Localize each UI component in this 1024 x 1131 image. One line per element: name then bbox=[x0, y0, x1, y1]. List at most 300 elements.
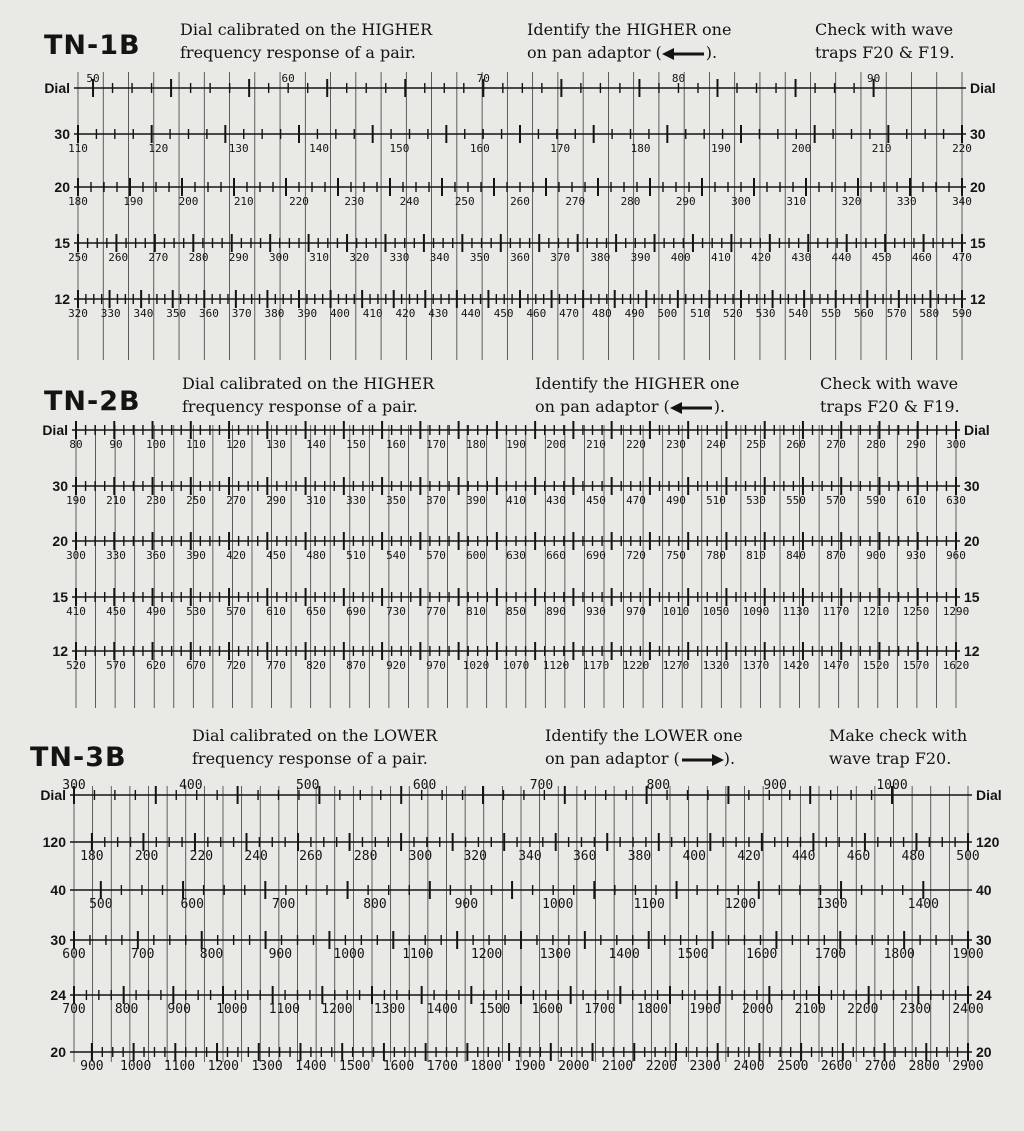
scale-value-label: 510 bbox=[690, 307, 711, 320]
scale-value-label: 900 bbox=[268, 947, 293, 962]
scale-value-label: 450 bbox=[106, 605, 126, 618]
scale-value-label: 320 bbox=[463, 849, 487, 864]
scale-value-label: 500 bbox=[956, 849, 980, 864]
caption-line: Dial calibrated on the LOWER bbox=[192, 726, 438, 745]
scale-value-label: 610 bbox=[266, 605, 286, 618]
scale-value-label: 390 bbox=[466, 494, 486, 507]
scale-tn-1b bbox=[44, 72, 995, 360]
scale-value-label: 90 bbox=[866, 72, 881, 85]
scale-value-label: 2100 bbox=[794, 1002, 826, 1017]
scale-value-label: 1300 bbox=[373, 1002, 406, 1017]
scale-value-label: 590 bbox=[866, 494, 886, 507]
scale-value-label: 1200 bbox=[724, 897, 757, 912]
scale-value-label: 450 bbox=[493, 307, 514, 320]
scale-value-label: 2700 bbox=[864, 1059, 897, 1074]
scale-value-label: 1200 bbox=[321, 1002, 353, 1017]
scale-value-label: 320 bbox=[68, 307, 88, 320]
scale-value-label: 300 bbox=[731, 195, 751, 208]
scale-value-label: 900 bbox=[80, 1059, 104, 1074]
scale-value-label: 150 bbox=[346, 438, 366, 451]
scale-value-label: 1600 bbox=[746, 947, 778, 962]
scale-value-label: 1800 bbox=[470, 1059, 502, 1074]
caption-line: frequency response of a pair. bbox=[180, 43, 416, 62]
scale-value-label: 110 bbox=[68, 142, 88, 155]
scale-value-label: 390 bbox=[630, 251, 651, 264]
scale-value-label: 370 bbox=[550, 251, 571, 264]
scale-value-label: 240 bbox=[244, 849, 268, 864]
scale-value-label: 700 bbox=[529, 778, 554, 793]
scale-value-label: 900 bbox=[454, 897, 479, 912]
caption-text: ). bbox=[705, 43, 718, 62]
scale-value-label: 570 bbox=[106, 659, 126, 672]
row-label-right: 20 bbox=[970, 179, 986, 195]
scale-value-label: 230 bbox=[344, 195, 365, 208]
scale-value-label: 1100 bbox=[268, 1002, 301, 1017]
scale-value-label: 420 bbox=[395, 307, 416, 320]
scale-value-label: 290 bbox=[266, 494, 286, 507]
chart-title-tn2b: TN-2B bbox=[44, 386, 141, 417]
scale-value-label: 190 bbox=[123, 195, 144, 208]
scale-value-label: 2600 bbox=[820, 1059, 853, 1074]
scale-value-label: 450 bbox=[266, 549, 286, 562]
row-label-right: 120 bbox=[976, 834, 1000, 850]
scale-value-label: 650 bbox=[306, 605, 326, 618]
scale-value-label: 2400 bbox=[952, 1002, 984, 1017]
scale-value-label: 1500 bbox=[677, 947, 709, 962]
scale-value-label: 310 bbox=[309, 251, 330, 264]
scale-value-label: 870 bbox=[346, 659, 366, 672]
scale-value-label: 1600 bbox=[382, 1059, 415, 1074]
scale-value-label: 700 bbox=[131, 947, 155, 962]
caption-line: frequency response of a pair. bbox=[182, 397, 418, 416]
scale-value-label: 300 bbox=[268, 251, 289, 264]
scale-value-label: 970 bbox=[426, 659, 446, 672]
scale-value-label: 480 bbox=[306, 549, 326, 562]
row-label-right: 30 bbox=[964, 478, 980, 494]
caption-text: ). bbox=[713, 397, 726, 416]
scale-value-label: 470 bbox=[559, 307, 580, 320]
scale-value-label: 340 bbox=[429, 251, 450, 264]
scale-value-label: 550 bbox=[786, 494, 806, 507]
scale-value-label: 430 bbox=[791, 251, 812, 264]
scale-value-label: 920 bbox=[386, 659, 406, 672]
scale-value-label: 400 bbox=[329, 307, 350, 320]
row-label-left: 20 bbox=[54, 179, 70, 195]
scale-value-label: 1400 bbox=[608, 947, 640, 962]
scale-value-label: 210 bbox=[233, 195, 254, 208]
scale-value-label: 1120 bbox=[542, 659, 570, 672]
caption-line: Dial calibrated on the HIGHER bbox=[182, 374, 435, 393]
scale-value-label: 580 bbox=[919, 307, 940, 320]
scale-value-label: 1300 bbox=[816, 897, 848, 912]
scale-value-label: 1800 bbox=[636, 1002, 669, 1017]
scale-value-label: 460 bbox=[846, 849, 871, 864]
scale-value-label: 470 bbox=[952, 251, 972, 264]
scale-value-label: 60 bbox=[281, 72, 295, 85]
scale-value-label: 1900 bbox=[952, 947, 984, 962]
scale-value-label: 380 bbox=[590, 251, 611, 264]
row-label-left: 40 bbox=[50, 882, 66, 898]
scale-value-label: 510 bbox=[706, 494, 726, 507]
scale-value-label: 570 bbox=[826, 494, 846, 507]
scale-value-label: 210 bbox=[586, 438, 606, 451]
scale-value-label: 250 bbox=[746, 438, 766, 451]
scale-value-label: 900 bbox=[167, 1002, 191, 1017]
scale-value-label: 190 bbox=[66, 494, 86, 507]
scale-value-label: 300 bbox=[946, 438, 966, 451]
chart-title-tn1b: TN-1B bbox=[44, 30, 141, 61]
scale-value-label: 840 bbox=[786, 549, 806, 562]
scale-value-label: 220 bbox=[289, 195, 309, 208]
scale-value-label: 1320 bbox=[702, 659, 730, 672]
scale-value-label: 120 bbox=[226, 438, 246, 451]
scale-value-label: 480 bbox=[591, 307, 612, 320]
row-label-left: 24 bbox=[50, 987, 66, 1003]
row-label-right: 15 bbox=[970, 235, 986, 251]
caption-line: Make check with bbox=[829, 726, 968, 745]
scale-value-label: 530 bbox=[186, 605, 206, 618]
scale-value-label: 700 bbox=[62, 1002, 86, 1017]
scale-value-label: 100 bbox=[146, 438, 166, 451]
scale-value-label: 310 bbox=[306, 494, 326, 507]
scale-value-label: 1400 bbox=[426, 1002, 458, 1017]
scale-value-label: 280 bbox=[353, 849, 378, 864]
row-label-right: 12 bbox=[964, 643, 980, 659]
row-label-right: Dial bbox=[970, 80, 996, 96]
scale-value-label: 140 bbox=[306, 438, 326, 451]
scale-value-label: 380 bbox=[627, 849, 652, 864]
scale-value-label: 330 bbox=[389, 251, 410, 264]
scale-value-label: 90 bbox=[109, 438, 123, 451]
chart-title-tn3b: TN-3B bbox=[30, 742, 127, 773]
scale-value-label: 1090 bbox=[742, 605, 770, 618]
scale-value-label: 320 bbox=[841, 195, 862, 208]
scale-value-label: 1500 bbox=[479, 1002, 511, 1017]
scale-value-label: 1050 bbox=[702, 605, 730, 618]
scale-value-label: 180 bbox=[466, 438, 486, 451]
scale-value-label: 1900 bbox=[514, 1059, 546, 1074]
scale-value-label: 530 bbox=[755, 307, 776, 320]
scale-value-label: 2300 bbox=[689, 1059, 721, 1074]
scale-value-label: 240 bbox=[706, 438, 726, 451]
scale-value-label: 260 bbox=[299, 849, 323, 864]
scale-value-label: 2000 bbox=[558, 1059, 590, 1074]
scale-value-label: 610 bbox=[906, 494, 926, 507]
scale-value-label: 770 bbox=[426, 605, 446, 618]
scale-value-label: 180 bbox=[630, 142, 651, 155]
scale-value-label: 270 bbox=[826, 438, 846, 451]
scale-value-label: 460 bbox=[911, 251, 932, 264]
caption-line: traps F20 & F19. bbox=[815, 43, 955, 62]
row-label-right: 30 bbox=[976, 932, 992, 948]
scale-value-label: 620 bbox=[146, 659, 166, 672]
row-label-left: 15 bbox=[54, 235, 70, 251]
scale-value-label: 160 bbox=[386, 438, 406, 451]
scale-value-label: 440 bbox=[460, 307, 481, 320]
scale-value-label: 120 bbox=[148, 142, 169, 155]
scale-value-label: 360 bbox=[510, 251, 530, 264]
scale-value-label: 1400 bbox=[907, 897, 939, 912]
scale-value-label: 80 bbox=[69, 438, 83, 451]
scale-value-label: 1800 bbox=[883, 947, 915, 962]
scale-value-label: 450 bbox=[586, 494, 606, 507]
scale-value-label: 1470 bbox=[822, 659, 850, 672]
scale-value-label: 810 bbox=[466, 605, 486, 618]
scale-value-label: 430 bbox=[546, 494, 566, 507]
scale-value-label: 290 bbox=[228, 251, 249, 264]
scale-value-label: 1600 bbox=[531, 1002, 563, 1017]
scale-value-label: 330 bbox=[896, 195, 917, 208]
row-label-right: 20 bbox=[964, 533, 980, 549]
scale-value-label: 190 bbox=[710, 142, 731, 155]
scale-value-label: 500 bbox=[89, 897, 113, 912]
scale-value-label: 1500 bbox=[339, 1059, 371, 1074]
scale-value-label: 170 bbox=[550, 142, 571, 155]
scale-value-label: 290 bbox=[675, 195, 696, 208]
scale-value-label: 570 bbox=[226, 605, 246, 618]
scale-value-label: 970 bbox=[626, 605, 646, 618]
scale-value-label: 460 bbox=[526, 307, 547, 320]
scale-value-label: 810 bbox=[746, 549, 766, 562]
scale-value-label: 130 bbox=[266, 438, 286, 451]
scale-value-label: 330 bbox=[346, 494, 366, 507]
scale-value-label: 500 bbox=[657, 307, 678, 320]
scale-value-label: 770 bbox=[266, 659, 286, 672]
caption-line: wave trap F20. bbox=[829, 749, 952, 768]
scale-value-label: 240 bbox=[399, 195, 420, 208]
scale-value-label: 1210 bbox=[862, 605, 890, 618]
scale-value-label: 2400 bbox=[733, 1059, 765, 1074]
scale-value-label: 1100 bbox=[163, 1059, 196, 1074]
row-label-left: 20 bbox=[50, 1044, 66, 1060]
scale-value-label: 1070 bbox=[502, 659, 530, 672]
scale-value-label: 630 bbox=[506, 549, 526, 562]
scale-value-label: 800 bbox=[363, 897, 387, 912]
scale-value-label: 1900 bbox=[689, 1002, 721, 1017]
row-label-left: 30 bbox=[54, 126, 70, 142]
scale-value-label: 1370 bbox=[742, 659, 770, 672]
scale-value-label: 190 bbox=[506, 438, 526, 451]
scale-value-label: 600 bbox=[466, 549, 486, 562]
scale-value-label: 80 bbox=[671, 72, 686, 85]
row-label-left: 12 bbox=[52, 643, 68, 659]
scale-value-label: 250 bbox=[68, 251, 88, 264]
scale-value-label: 800 bbox=[199, 947, 224, 962]
scale-value-label: 150 bbox=[389, 142, 410, 155]
scale-value-label: 2100 bbox=[601, 1059, 634, 1074]
scale-value-label: 440 bbox=[791, 849, 816, 864]
caption-line: Identify the HIGHER one bbox=[527, 20, 732, 39]
scale-value-label: 320 bbox=[349, 251, 370, 264]
scale-value-label: 300 bbox=[408, 849, 433, 864]
row-label-right: 30 bbox=[970, 126, 986, 142]
caption-text: ). bbox=[723, 749, 736, 768]
scale-value-label: 1400 bbox=[295, 1059, 327, 1074]
scale-value-label: 570 bbox=[886, 307, 907, 320]
row-label-right: 40 bbox=[976, 882, 992, 898]
scale-value-label: 200 bbox=[546, 438, 566, 451]
scale-value-label: 250 bbox=[186, 494, 206, 507]
scale-value-label: 1300 bbox=[251, 1059, 283, 1074]
scale-value-label: 2900 bbox=[952, 1059, 984, 1074]
scale-value-label: 500 bbox=[295, 778, 320, 793]
row-label-right: 20 bbox=[976, 1044, 992, 1060]
scale-value-label: 600 bbox=[412, 778, 437, 793]
scale-value-label: 420 bbox=[737, 849, 761, 864]
scale-value-label: 410 bbox=[362, 307, 383, 320]
scale-value-label: 220 bbox=[952, 142, 972, 155]
caption-text: on pan adaptor ( bbox=[527, 43, 662, 62]
row-label-left: 30 bbox=[52, 478, 68, 494]
scale-value-label: 1020 bbox=[462, 659, 490, 672]
scale-value-label: 1170 bbox=[822, 605, 850, 618]
scale-value-label: 1000 bbox=[216, 1002, 248, 1017]
row-label-left: Dial bbox=[40, 787, 66, 803]
scale-value-label: 800 bbox=[646, 778, 671, 793]
caption-line: Check with wave bbox=[815, 20, 954, 39]
scale-value-label: 260 bbox=[786, 438, 806, 451]
scale-value-label: 1130 bbox=[782, 605, 810, 618]
scale-value-label: 2500 bbox=[777, 1059, 809, 1074]
row-label-left: 20 bbox=[52, 533, 68, 549]
scale-value-label: 1000 bbox=[120, 1059, 152, 1074]
scale-value-label: 900 bbox=[866, 549, 886, 562]
caption-text: on pan adaptor ( bbox=[535, 397, 670, 416]
scale-value-label: 870 bbox=[826, 549, 846, 562]
scale-value-label: 50 bbox=[86, 72, 100, 85]
scale-value-label: 1200 bbox=[470, 947, 503, 962]
scale-value-label: 370 bbox=[231, 307, 252, 320]
scale-value-label: 380 bbox=[264, 307, 285, 320]
scale-value-label: 360 bbox=[199, 307, 219, 320]
scale-value-label: 330 bbox=[106, 549, 126, 562]
scale-value-label: 520 bbox=[66, 659, 86, 672]
scale-value-label: 510 bbox=[346, 549, 366, 562]
scale-value-label: 340 bbox=[133, 307, 154, 320]
scale-value-label: 630 bbox=[946, 494, 966, 507]
scale-value-label: 290 bbox=[906, 438, 926, 451]
scale-value-label: 160 bbox=[469, 142, 490, 155]
row-label-left: 12 bbox=[54, 291, 70, 307]
scale-value-label: 750 bbox=[666, 549, 686, 562]
scale-value-label: 520 bbox=[722, 307, 743, 320]
scale-value-label: 470 bbox=[626, 494, 646, 507]
scale-value-label: 410 bbox=[66, 605, 86, 618]
caption-line: Identify the HIGHER one bbox=[535, 374, 740, 393]
scale-value-label: 850 bbox=[506, 605, 526, 618]
scale-value-label: 180 bbox=[80, 849, 104, 864]
row-label-left: Dial bbox=[42, 422, 68, 438]
scale-value-label: 400 bbox=[179, 778, 203, 793]
scale-value-label: 70 bbox=[476, 72, 490, 85]
scale-value-label: 800 bbox=[114, 1002, 139, 1017]
scale-tn-2b bbox=[42, 421, 989, 708]
scale-value-label: 410 bbox=[506, 494, 526, 507]
scale-value-label: 1000 bbox=[542, 897, 574, 912]
scale-value-label: 490 bbox=[666, 494, 686, 507]
caption-text: on pan adaptor ( bbox=[545, 749, 680, 768]
scale-value-label: 890 bbox=[546, 605, 566, 618]
scale-value-label: 350 bbox=[469, 251, 490, 264]
scale-value-label: 1220 bbox=[622, 659, 650, 672]
scale-value-label: 600 bbox=[180, 897, 204, 912]
caption-line: traps F20 & F19. bbox=[820, 397, 960, 416]
scale-value-label: 220 bbox=[626, 438, 646, 451]
caption-line: frequency response of a pair. bbox=[192, 749, 428, 768]
scale-value-label: 700 bbox=[271, 897, 296, 912]
scale-value-label: 430 bbox=[428, 307, 449, 320]
scale-value-label: 1520 bbox=[862, 659, 890, 672]
scale-value-label: 780 bbox=[706, 549, 726, 562]
scale-value-label: 600 bbox=[62, 947, 86, 962]
scale-value-label: 1250 bbox=[902, 605, 930, 618]
scale-value-label: 370 bbox=[426, 494, 446, 507]
scale-value-label: 200 bbox=[134, 849, 159, 864]
scale-value-label: 1700 bbox=[426, 1059, 458, 1074]
row-label-right: 15 bbox=[964, 589, 980, 605]
scale-value-label: 490 bbox=[624, 307, 645, 320]
scale-value-label: 1290 bbox=[942, 605, 970, 618]
caption-line: Identify the LOWER one bbox=[545, 726, 743, 745]
scale-value-label: 330 bbox=[100, 307, 121, 320]
scale-value-label: 2800 bbox=[908, 1059, 940, 1074]
scale-value-label: 230 bbox=[666, 438, 686, 451]
scale-value-label: 590 bbox=[952, 307, 972, 320]
scale-value-label: 210 bbox=[106, 494, 126, 507]
scale-value-label: 280 bbox=[620, 195, 641, 208]
scale-value-label: 660 bbox=[546, 549, 566, 562]
row-label-left: Dial bbox=[44, 80, 70, 96]
scale-value-label: 300 bbox=[62, 778, 86, 793]
scale-value-label: 420 bbox=[226, 549, 246, 562]
scale-value-label: 690 bbox=[346, 605, 366, 618]
scale-value-label: 1570 bbox=[902, 659, 930, 672]
scale-value-label: 1100 bbox=[633, 897, 665, 912]
scale-value-label: 260 bbox=[510, 195, 530, 208]
scale-value-label: 1270 bbox=[662, 659, 690, 672]
scale-value-label: 270 bbox=[565, 195, 586, 208]
scale-tn-3b bbox=[40, 778, 1001, 1074]
scale-value-label: 670 bbox=[186, 659, 206, 672]
scale-value-label: 200 bbox=[791, 142, 812, 155]
scale-value-label: 930 bbox=[586, 605, 606, 618]
scale-value-label: 720 bbox=[626, 549, 646, 562]
caption-line: Check with wave bbox=[820, 374, 959, 393]
scale-value-label: 420 bbox=[751, 251, 772, 264]
scale-value-label: 400 bbox=[670, 251, 691, 264]
scale-value-label: 930 bbox=[906, 549, 926, 562]
scale-value-label: 170 bbox=[426, 438, 446, 451]
scale-value-label: 340 bbox=[952, 195, 972, 208]
row-label-left: 15 bbox=[52, 589, 68, 605]
scale-value-label: 1100 bbox=[402, 947, 434, 962]
scale-value-label: 410 bbox=[710, 251, 731, 264]
scale-value-label: 1000 bbox=[876, 778, 908, 793]
row-label-left: 120 bbox=[42, 834, 66, 850]
row-label-right: 12 bbox=[970, 291, 986, 307]
scale-value-label: 360 bbox=[572, 849, 597, 864]
scale-value-label: 140 bbox=[309, 142, 330, 155]
scale-value-label: 530 bbox=[746, 494, 766, 507]
scale-value-label: 400 bbox=[682, 849, 706, 864]
scale-value-label: 300 bbox=[66, 549, 86, 562]
scale-value-label: 570 bbox=[426, 549, 446, 562]
scale-value-label: 1010 bbox=[662, 605, 690, 618]
scale-value-label: 390 bbox=[186, 549, 206, 562]
scale-value-label: 550 bbox=[821, 307, 841, 320]
scale-value-label: 1000 bbox=[333, 947, 365, 962]
scale-value-label: 130 bbox=[228, 142, 249, 155]
